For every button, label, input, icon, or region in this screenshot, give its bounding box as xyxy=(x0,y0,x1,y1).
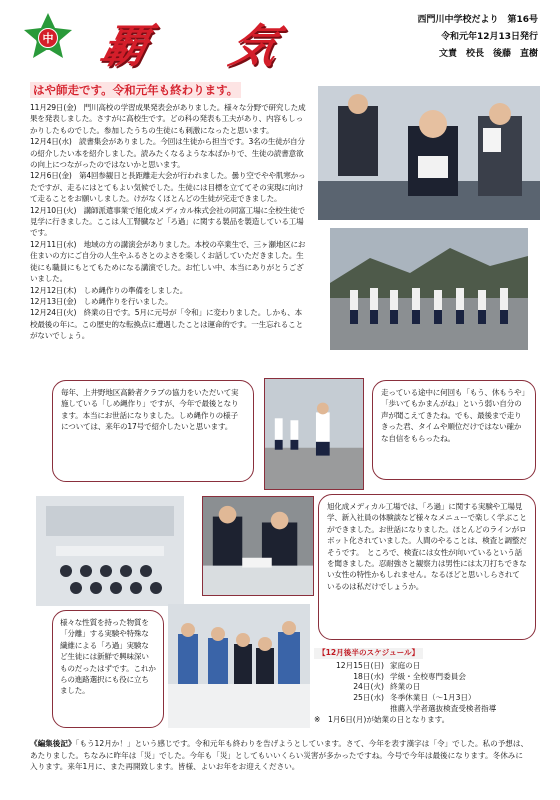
schedule-row: 24日(火) 終業の日 xyxy=(353,682,421,692)
header-info xyxy=(388,14,538,65)
school-logo xyxy=(22,12,74,64)
event-item: 12月6日(金) 第4回参観日と長距離走大会が行われました。曇り空でやや肌寒かったですが、走るにはとてもよい気候でした。生徒には目標を立ててその実現に向けて走ることをお願いしました。けがなくほとんどの生徒が完走できました。 xyxy=(30,171,306,204)
title-char-2: 気 xyxy=(224,19,284,73)
event-item: 12月12日(木) しめ縄作りの準備をしました。 xyxy=(30,285,188,295)
schedule xyxy=(314,648,536,726)
photo-reading-assembly xyxy=(318,86,540,220)
svg-text:中: 中 xyxy=(42,32,54,45)
filter-experiment-note: 様々な性質を持った物質を「分離」する実験や特殊な繊維による「ろ過」実験など生徒には新鮮で興味深いものだったはずです。これからの進路選択にも役に立ちました。 xyxy=(52,610,164,728)
photo-long-distance-run xyxy=(330,228,528,350)
editor-postscript xyxy=(30,738,530,773)
event-item: 12月11日(水) 地域の方の講演会がありました。本校の卒業生で、三ヶ瀬地区にお住まいの方にご自分の人生やふるさとのよさを楽しくお話していただきました。生徒にも職員にもとてもためになる講演でした。お忙しい中、本当にありがとうございました。 xyxy=(30,239,306,284)
subheading: はや師走です。令和元年も終わります。 xyxy=(30,82,300,100)
photo-runners xyxy=(264,378,364,490)
issue-date: 令和元年12月13日発行 xyxy=(440,32,538,42)
photo-lab-group xyxy=(168,604,310,728)
event-item: 12月24日(火) 終業の日です。5月に元号が「令和」に変わりました。しかも、本校最後の年に。この歴史的な転換点に遭遇したことは運命的です。一生忘れることがないでしょう。 xyxy=(30,308,303,341)
event-item: 11月29日(金) 門川高校の学習成果発表会がありました。様々な分野で研究した成果を発表しました。さすがに高校生です。どの科の発表も工夫があり、内容もしっかりしたものでした。参加したうちの生徒にも刺激になったと思います。 xyxy=(30,103,306,135)
event-item: 12月13日(金) しめ縄作りを行いました。 xyxy=(30,296,173,306)
newsletter-title xyxy=(92,10,352,72)
shimenawa-note: 毎年、上井野地区高齢者クラブの協力をいただいて実施している「しめ縄作り」ですが、今年で最後となります。本当にお世話になりました。しめ縄作りの様子については、来年の17号で紹介したいと思います。 xyxy=(52,380,254,482)
event-item: 12月10日(火) 講師派遣事業で旭化成メディカル株式会社の同富工場に全校生徒で見学に行きました。ここは人工腎臓など「ろ過」に関する製品を製造している工場です。 xyxy=(30,205,305,238)
photo-experiment xyxy=(202,496,314,596)
run-message: 走っている途中に何回も「もう、休もうや」「歩いてもかまんがね」という弱い自分の声が聞こえてきたね。でも、最後まで走りきった君、タイムや順位だけではない確かな自信をもらったね。 xyxy=(372,380,536,480)
schedule-note: ※ 1月6日(月)が始業の日となります。 xyxy=(314,714,450,724)
factory-note: 旭化成メディカル工場では、「ろ過」に関する実験や工場見学、新入社員の体験談など様々なメニューで楽しく学ぶことができました。お世話になりました。ほとんどのラインがロボット化されていました。人間のやることは、検査と調整だそうです。 ところで、検査には女性が向いているという話を聞きました。忍耐強さと観察力は男性には太刀打ちできない女性の特性かもしれません。なるほどと思いしらされているのは私だけでしょうか。 xyxy=(318,494,536,640)
newsletter-issue: 西門川中学校だより 第16号 xyxy=(417,15,538,25)
event-item: 12月4日(水) 読書集会がありました。今回は生徒から担当です。3名の生徒が自分の紹介したい本を紹介しました。読みたくなるような本ばかりで、生徒の読書意欲の向上につながったのではないかと思います。 xyxy=(30,137,305,170)
title-char-1: 覇 xyxy=(94,19,154,73)
schedule-row: 18日(水) 学級・全校専門委員会 xyxy=(353,671,466,681)
schedule-row: 推薦入学者選抜検査受検者指導 xyxy=(390,703,497,713)
postscript-text: 「もう12月か！」という感じです。令和元年も終わりを告げようとしています。さて、今年を表す漢字は「令」でした。私の予想は、あたりました。ちなみに昨年は「災」でした。今年も「災」としてもいいくらい災害が多かったですね。今号で今年は最後になります。冬休みに入ります。来年1月に、また再開致します。皆様、よいお年をお迎えください。 xyxy=(30,739,529,772)
postscript-label: 《編集後記》 xyxy=(30,739,76,748)
schedule-row: 25日(水) 冬季休業日（～1月3日） xyxy=(353,693,476,703)
events-list xyxy=(30,102,308,342)
schedule-header: 【12月後半のスケジュール】 xyxy=(314,648,423,659)
issue-author: 文責 校長 後藤 直樹 xyxy=(438,49,538,59)
photo-factory-hall xyxy=(36,496,184,606)
schedule-row: 12月15日(日) 家庭の日 xyxy=(335,660,421,670)
